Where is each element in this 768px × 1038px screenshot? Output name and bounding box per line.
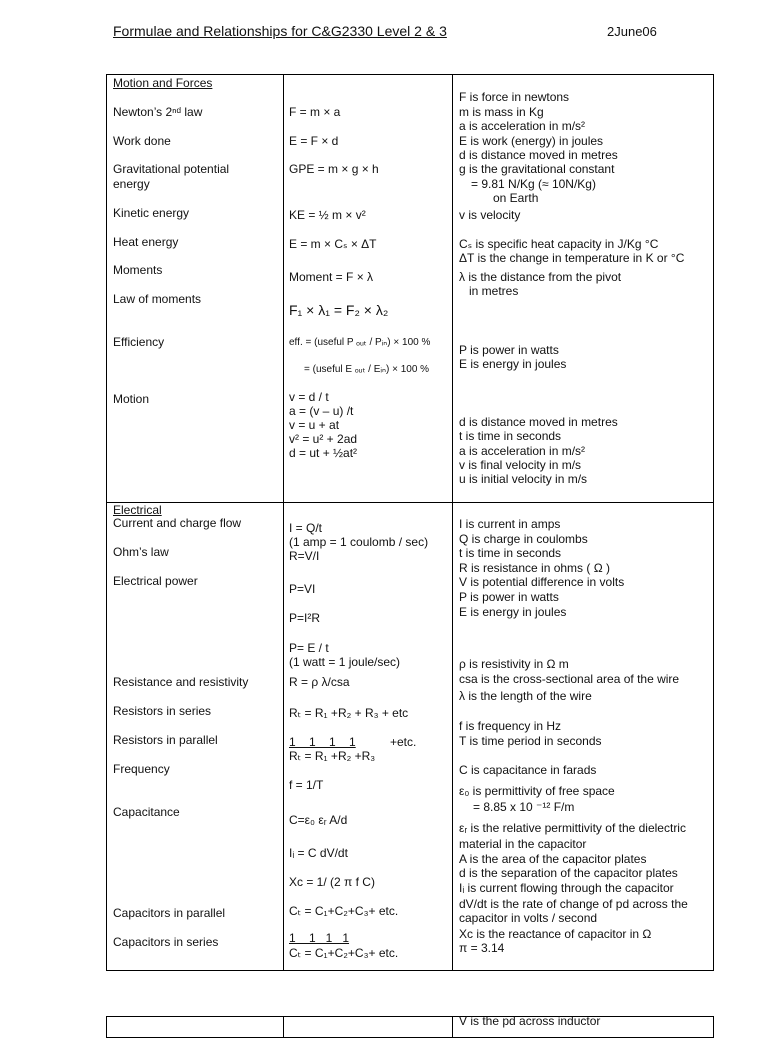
note: dV/dt is the rate of change of pd across the	[459, 897, 688, 911]
formula-amp-def: (1 amp = 1 coulomb / sec)	[289, 535, 429, 549]
formula-eff-power: eff. = (useful P ₒᵤₜ / Pᵢₙ) × 100 %	[289, 337, 431, 348]
name-gpe-2: energy	[113, 177, 150, 191]
formula-velocity: v = d / t	[289, 390, 329, 404]
name-gpe: Gravitational potential	[113, 162, 230, 176]
note: A is the area of the capacitor plates	[459, 852, 647, 866]
formula-cap-series-den: Cₜ = C₁+C₂+C₃+ etc.	[289, 946, 399, 960]
note: F is force in newtons	[459, 90, 570, 104]
name-series: Resistors in series	[113, 704, 212, 718]
formula-accel: a = (v – u) /t	[289, 404, 354, 418]
note: E is work (energy) in joules	[459, 134, 604, 148]
note: λ is the distance from the pivot	[459, 270, 622, 284]
note: csa is the cross-sectional area of the wire	[459, 672, 680, 686]
formula-suvat-1: v = u + at	[289, 418, 340, 432]
name-capacitance: Capacitance	[113, 805, 180, 819]
formula-table-continued	[106, 1016, 714, 1038]
formula-law-moments: F₁ × λ₁ = F₂ × λ₂	[289, 302, 389, 318]
formula-work: E = F × d	[289, 134, 339, 148]
note: m is mass in Kg	[459, 105, 544, 119]
name-cap-series: Capacitors in series	[113, 935, 219, 949]
note: ε₀ is permittivity of free space	[459, 784, 615, 798]
note: V is potential difference in volts	[459, 575, 625, 589]
note: V is the pd across inductor	[459, 1014, 601, 1028]
formula-newton: F = m × a	[289, 105, 341, 119]
note: capacitor in volts / second	[459, 911, 598, 925]
name-ohms: Ohm’s law	[113, 545, 169, 559]
note: d is distance moved in metres	[459, 148, 618, 162]
name-parallel: Resistors in parallel	[113, 733, 218, 747]
name-current: Current and charge flow	[113, 516, 242, 530]
note: E is energy in joules	[459, 357, 567, 371]
note: a is acceleration in m/s²	[459, 444, 586, 458]
note: T is time period in seconds	[459, 734, 602, 748]
note: E is energy in joules	[459, 605, 567, 619]
note: R is resistance in ohms ( Ω )	[459, 561, 611, 575]
formula-cap-current: Iᵢ = C dV/dt	[289, 846, 348, 860]
formula-moment: Moment = F × λ	[289, 270, 374, 284]
note: d is the separation of the capacitor plates	[459, 866, 678, 880]
note: on Earth	[493, 191, 539, 205]
note: Xc is the reactance of capacitor in Ω	[459, 927, 652, 941]
name-moments: Moments	[113, 263, 163, 277]
formula-parallel-etc: +etc.	[390, 735, 417, 749]
formula-p-vi: P=VI	[289, 582, 316, 596]
name-ke: Kinetic energy	[113, 206, 190, 220]
note: in metres	[469, 284, 519, 298]
note: ρ is resistivity in Ω m	[459, 657, 569, 671]
formula-cap-parallel: Cₜ = C₁+C₂+C₃+ etc.	[289, 904, 399, 918]
formula-resistivity: R = ρ λ/csa	[289, 675, 350, 689]
note: v is velocity	[459, 208, 521, 222]
section-heading: Electrical	[113, 503, 162, 517]
formula-parallel-den: Rₜ = R₁ +R₂ +R₃	[289, 749, 376, 763]
note: I is current in amps	[459, 517, 561, 531]
section-heading: Motion and Forces	[113, 76, 213, 90]
name-work: Work done	[113, 134, 171, 148]
note: g is the gravitational constant	[459, 162, 615, 176]
formula-p-et: P= E / t	[289, 641, 329, 655]
note: material in the capacitor	[459, 837, 587, 851]
note: λ is the length of the wire	[459, 689, 592, 703]
formula-p-i2r: P=I²R	[289, 611, 321, 625]
name-newton: Newton’s 2ⁿᵈ law	[113, 105, 203, 119]
page-date: 2June06	[607, 24, 657, 39]
formula-watt-def: (1 watt = 1 joule/sec)	[289, 655, 401, 669]
formula-eff-energy: = (useful E ₒᵤₜ / Eᵢₙ) × 100 %	[304, 364, 430, 375]
note: π = 3.14	[459, 941, 505, 955]
note: Iᵢ is current flowing through the capacitor	[459, 881, 674, 895]
formula-reactance: Xc = 1/ (2 π f C)	[289, 875, 375, 889]
formula-ohms: R=V/I	[289, 549, 320, 563]
name-motion: Motion	[113, 392, 150, 406]
formula-frequency: f = 1/T	[289, 778, 324, 792]
name-efficiency: Efficiency	[113, 335, 165, 349]
note: C is capacitance in farads	[459, 763, 597, 777]
name-heat: Heat energy	[113, 235, 179, 249]
formula-suvat-2: v² = u² + 2ad	[289, 432, 358, 446]
formula-current: I = Q/t	[289, 521, 323, 535]
note: t is time in seconds	[459, 429, 562, 443]
note: u is initial velocity in m/s	[459, 472, 588, 486]
formula-capacitance: C=ε₀ εᵣ A/d	[289, 813, 348, 827]
formula-cap-series-num: 1 1 1 1	[289, 931, 350, 945]
formula-ke: KE = ½ m × v²	[289, 208, 366, 222]
note: f is frequency in Hz	[459, 719, 562, 733]
note: Q is charge in coulombs	[459, 532, 588, 546]
formula-parallel-num: 1 1 1 1	[289, 735, 356, 749]
note: P is power in watts	[459, 590, 559, 604]
note: P is power in watts	[459, 343, 559, 357]
note: v is final velocity in m/s	[459, 458, 582, 472]
note: a is acceleration in m/s²	[459, 119, 586, 133]
note: εᵣ is the relative permittivity of the dielectric	[459, 821, 686, 835]
formula-series: Rₜ = R₁ +R₂ + R₃ + etc	[289, 706, 409, 720]
note: ΔT is the change in temperature in K or °C	[459, 251, 685, 265]
note: d is distance moved in metres	[459, 415, 618, 429]
formula-table	[106, 74, 714, 971]
formula-gpe: GPE = m × g × h	[289, 162, 379, 176]
name-cap-parallel: Capacitors in parallel	[113, 906, 226, 920]
page-title: Formulae and Relationships for C&G2330 Level 2 & 3	[113, 23, 447, 39]
name-law-moments: Law of moments	[113, 292, 202, 306]
name-frequency: Frequency	[113, 762, 170, 776]
note: = 9.81 N/Kg (≈ 10N/Kg)	[471, 177, 596, 191]
formula-suvat-3: d = ut + ½at²	[289, 446, 358, 460]
formula-heat: E = m × Cₛ × ΔT	[289, 237, 377, 251]
note: Cₛ is specific heat capacity in J/Kg °C	[459, 237, 659, 251]
name-resistivity: Resistance and resistivity	[113, 675, 249, 689]
name-power: Electrical power	[113, 574, 198, 588]
note: t is time in seconds	[459, 546, 562, 560]
note: = 8.85 x 10 ⁻¹² F/m	[473, 800, 575, 814]
